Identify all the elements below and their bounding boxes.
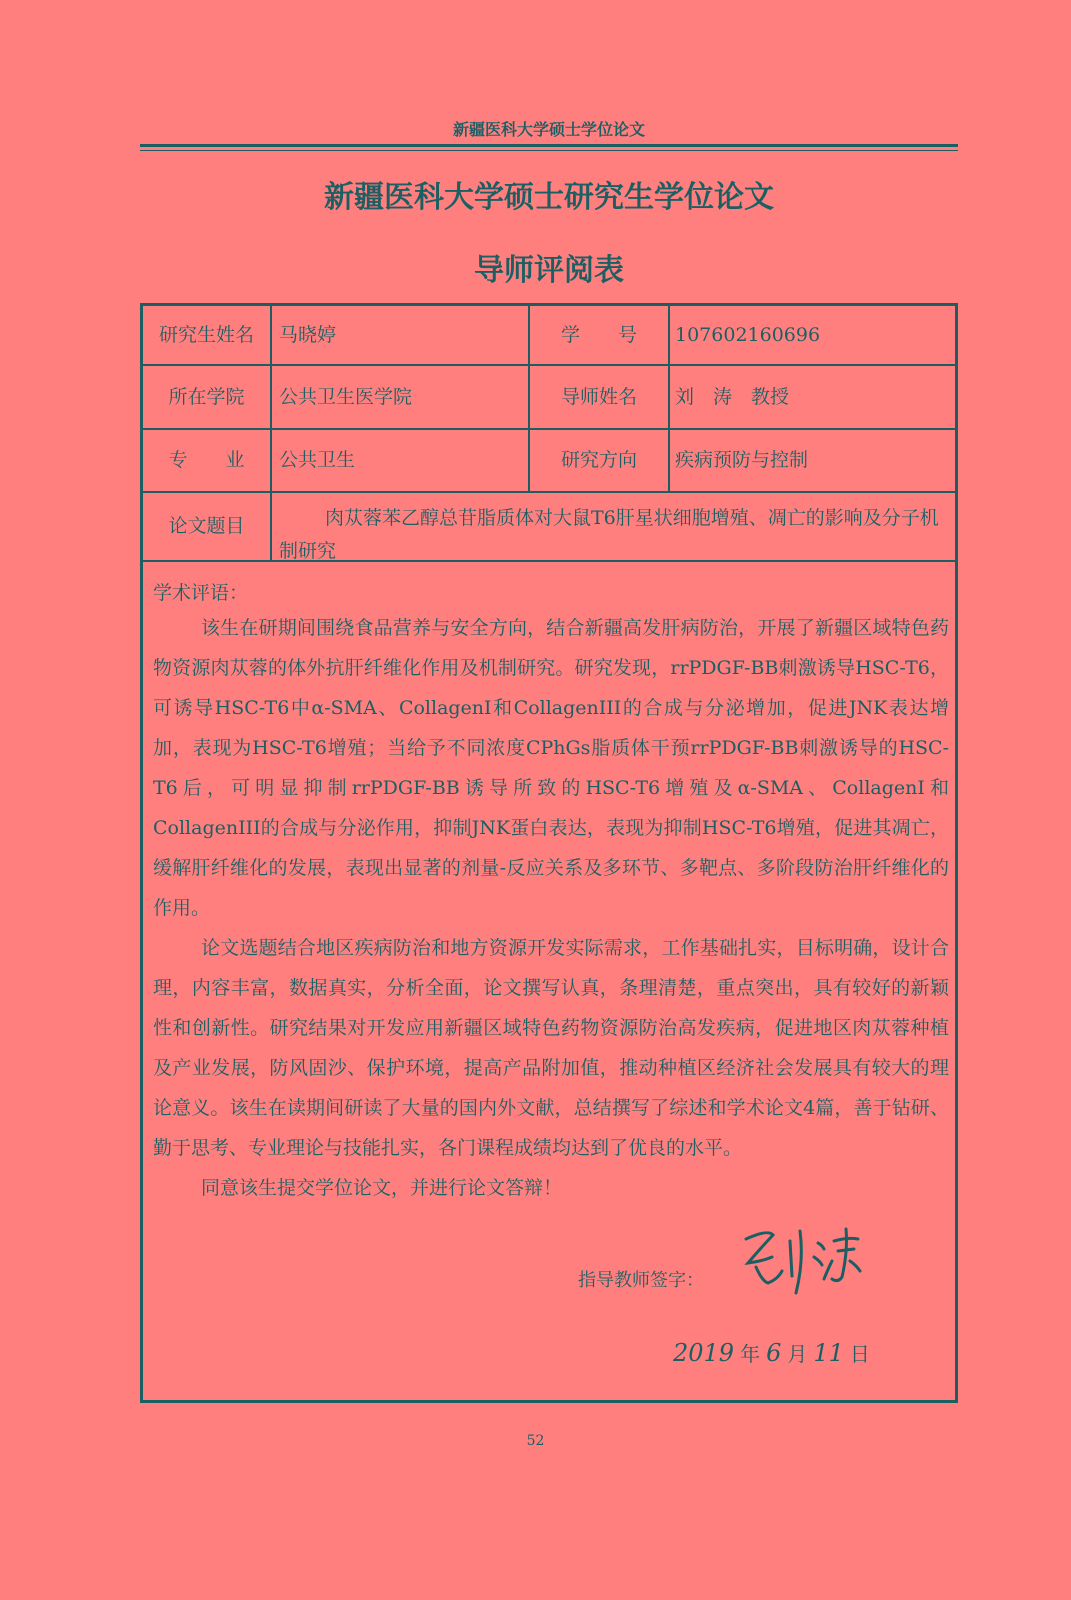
- direction-label: 研究方向: [560, 449, 637, 471]
- advisor-value: 刘 涛 教授: [675, 385, 790, 408]
- date-year-unit: 年: [740, 1342, 761, 1366]
- header-rule-thick: [140, 144, 958, 147]
- student-id-label: 学 号: [560, 323, 637, 346]
- college-label: 所在学院: [168, 385, 245, 408]
- signature-date: [673, 1338, 870, 1367]
- college-value: 公共卫生医学院: [279, 385, 413, 408]
- student-id-value: 107602160696: [675, 323, 821, 346]
- date-month: 6: [766, 1339, 782, 1367]
- col-divider-1: [270, 306, 272, 560]
- document-title: 新疆医科大学硕士研究生学位论文: [324, 180, 774, 215]
- review-body: [153, 608, 949, 1208]
- date-year: 2019: [673, 1339, 735, 1367]
- advisor-label: 导师姓名: [560, 385, 637, 408]
- signature-label: 指导教师签字：: [578, 1270, 704, 1291]
- review-paragraph: 该生在研期间围绕食品营养与安全方向，结合新疆高发肝病防治，开展了新疆区域特色药物资源肉苁蓉的体外抗肝纤维化作用及机制研究。研究发现，rrPDGF-BB刺激诱导HSC-T6，可诱导HSC-T6中α-SMA、CollagenI和CollagenIII的合成与分泌增加，促进JNK表达增加，表现为HSC-T6增殖；当给予不同浓度CPhGs脂质体干预rrPDGF-BB刺激诱导的HSC-T6后，可明显抑制rrPDGF-BB诱导所致的HSC-T6增殖及α-SMA、CollagenI和CollagenIII的合成与分泌作用，抑制JNK蛋白表达，表现为抑制HSC-T6增殖，促进其凋亡，缓解肝纤维化的发展，表现出显著的剂量-反应关系及多环节、多靶点、多阶段防治肝纤维化的作用。: [153, 617, 949, 919]
- handwritten-signature: [738, 1221, 868, 1305]
- student-name-label: 研究生姓名: [158, 323, 254, 346]
- date-day-unit: 日: [849, 1342, 870, 1366]
- date-day: 11: [813, 1339, 844, 1367]
- thesis-title-value: 肉苁蓉苯乙醇总苷脂质体对大鼠T6肝星状细胞增殖、凋亡的影响及分子机制研究: [279, 507, 939, 562]
- thesis-title-label: 论文题目: [168, 515, 245, 537]
- page-number: 52: [526, 1433, 545, 1449]
- major-label: 专 业: [168, 449, 245, 471]
- review-paragraph: 同意该生提交学位论文，并进行论文答辩！: [201, 1177, 563, 1199]
- review-form: [140, 303, 958, 1403]
- document-subtitle: 导师评阅表: [474, 253, 624, 288]
- col-divider-3: [668, 306, 670, 493]
- running-header: 新疆医科大学硕士学位论文: [452, 120, 645, 139]
- header-rule-thin: [140, 150, 958, 151]
- review-paragraph: 论文选题结合地区疾病防治和地方资源开发实际需求，工作基础扎实，目标明确，设计合理，内容丰富，数据真实，分析全面，论文撰写认真，条理清楚，重点突出，具有较好的新颖性和创新性。研究结果对开发应用新疆区域特色药物资源防治高发疾病，促进地区肉苁蓉种植及产业发展，防风固沙、保护环境，提高产品附加值，推动种植区经济社会发展具有较大的理论意义。该生在读期间研读了大量的国内外文献，总结撰写了综述和学术论文4篇，善于钻研、勤于思考、专业理论与技能扎实，各门课程成绩均达到了优良的水平。: [153, 937, 949, 1159]
- student-name-value: 马晓婷: [279, 323, 337, 346]
- major-value: 公共卫生: [279, 449, 356, 471]
- review-label: 学术评语：: [153, 582, 249, 604]
- direction-value: 疾病预防与控制: [675, 449, 809, 471]
- date-month-unit: 月: [787, 1342, 808, 1366]
